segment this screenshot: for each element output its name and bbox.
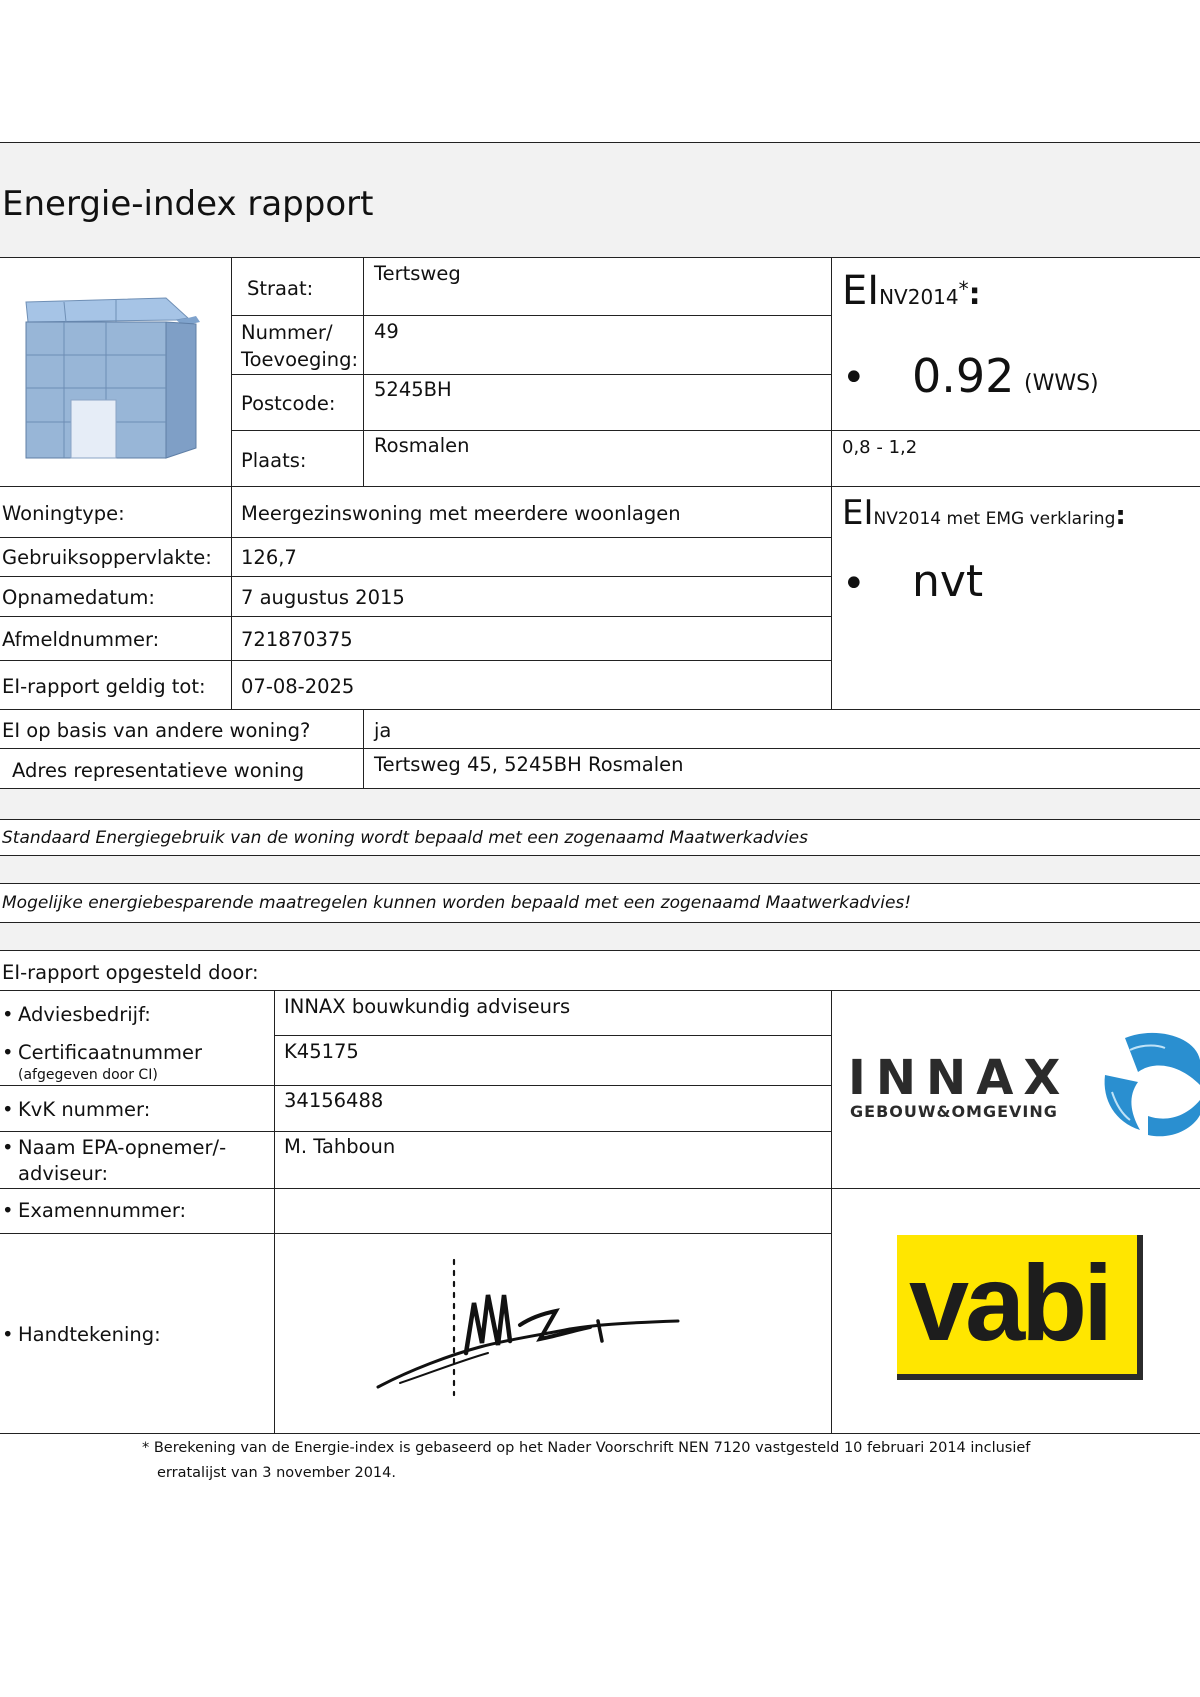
- street-label: Straat:: [247, 277, 314, 300]
- bullet: •: [2, 1199, 14, 1222]
- detail-value-opnamedatum: 7 augustus 2015: [241, 586, 405, 609]
- bullet: •: [2, 1136, 14, 1159]
- author-label-handtekening: Handtekening:: [18, 1323, 161, 1346]
- detail-label-afmeldnummer: Afmeldnummer:: [2, 628, 160, 651]
- postcode-label: Postcode:: [241, 392, 336, 415]
- footnote-line-2: erratalijst van 3 november 2014.: [157, 1465, 396, 1481]
- number-label: Nummer/: [241, 321, 333, 344]
- ei-heading: EINV2014*:: [842, 268, 981, 314]
- author-label-kvk: KvK nummer:: [18, 1098, 151, 1121]
- innax-logo-icon: [1100, 1030, 1200, 1140]
- detail-label-woningtype: Woningtype:: [2, 502, 125, 525]
- emg-value: nvt: [912, 556, 984, 607]
- number-value: 49: [374, 320, 399, 343]
- ei-value: 0.92: [912, 349, 1015, 403]
- innax-logo-subtext: GEBOUW&OMGEVING: [850, 1102, 1058, 1121]
- ei-bullet: •: [842, 355, 866, 401]
- ei-unit: (WWS): [1024, 371, 1099, 396]
- author-heading: EI-rapport opgesteld door:: [2, 961, 259, 984]
- author-label-bedrijf: Adviesbedrijf:: [18, 1003, 151, 1026]
- note-standard: Standaard Energiegebruik van de woning wordt bepaald met een zogenaamd Maatwerkadvies: [2, 828, 808, 848]
- detail-label-opnamedatum: Opnamedatum:: [2, 586, 155, 609]
- ei-range: 0,8 - 1,2: [842, 437, 918, 458]
- bullet: •: [2, 1041, 14, 1064]
- bullet: •: [2, 1323, 14, 1346]
- bullet: •: [2, 1003, 14, 1026]
- author-value-certificaat: K45175: [284, 1040, 359, 1063]
- street-value: Tertsweg: [374, 262, 461, 285]
- house-illustration: [16, 280, 206, 470]
- footnote-line-1: * Berekening van de Energie-index is gebaseerd op het Nader Voorschrift NEN 7120 vastgesteld 10 februari 2014 inclusief: [142, 1440, 1031, 1456]
- emg-bullet: •: [842, 561, 866, 607]
- rep-label: Adres representatieve woning: [12, 759, 305, 782]
- number-label-2: Toevoeging:: [241, 348, 359, 371]
- signature: [370, 1255, 690, 1400]
- page-title: Energie-index rapport: [2, 184, 374, 224]
- city-value: Rosmalen: [374, 434, 470, 457]
- author-label-examen: Examennummer:: [18, 1199, 187, 1222]
- basis-label: EI op basis van andere woning?: [2, 719, 311, 742]
- basis-value: ja: [374, 719, 392, 742]
- ei-emg-heading: EINV2014 met EMG verklaring:: [842, 493, 1126, 533]
- author-label-naam: Naam EPA-opnemer/-: [18, 1136, 227, 1159]
- author-sublabel-certificaat: (afgegeven door CI): [18, 1067, 158, 1083]
- detail-label-oppervlakte: Gebruiksoppervlakte:: [2, 546, 212, 569]
- author-value-bedrijf: INNAX bouwkundig adviseurs: [284, 995, 571, 1018]
- city-label: Plaats:: [241, 449, 307, 472]
- innax-logo-text: INNAX: [848, 1050, 1071, 1106]
- author-label-naam-2: adviseur:: [18, 1162, 109, 1185]
- author-value-naam: M. Tahboun: [284, 1135, 396, 1158]
- postcode-value: 5245BH: [374, 378, 452, 401]
- detail-value-oppervlakte: 126,7: [241, 546, 297, 569]
- author-label-certificaat: Certificaatnummer: [18, 1041, 202, 1064]
- detail-value-geldig: 07-08-2025: [241, 675, 355, 698]
- detail-value-woningtype: Meergezinswoning met meerdere woonlagen: [241, 502, 681, 525]
- rep-value: Tertsweg 45, 5245BH Rosmalen: [374, 753, 684, 776]
- vabi-logo-text: vabi: [909, 1242, 1110, 1363]
- detail-value-afmeldnummer: 721870375: [241, 628, 353, 651]
- detail-label-geldig: EI-rapport geldig tot:: [2, 675, 206, 698]
- bullet: •: [2, 1098, 14, 1121]
- author-value-kvk: 34156488: [284, 1089, 384, 1112]
- vabi-logo: [897, 1235, 1143, 1380]
- note-measures: Mogelijke energiebesparende maatregelen kunnen worden bepaald met een zogenaamd Maatwerkadvies!: [2, 893, 912, 913]
